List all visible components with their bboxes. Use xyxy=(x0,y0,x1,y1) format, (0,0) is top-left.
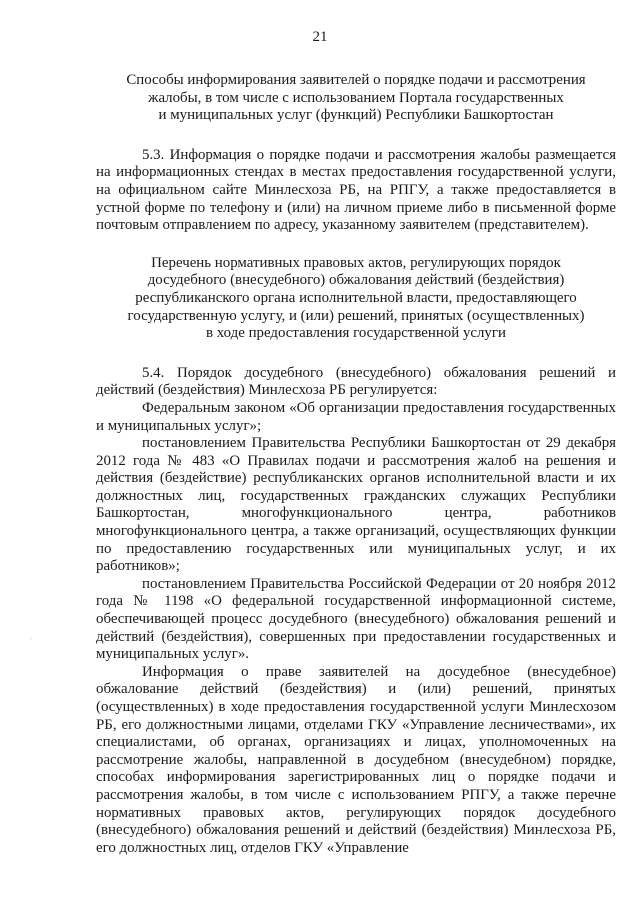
heading-line: досудебного (внесудебного) обжалования действий (бездействия) xyxy=(147,272,565,289)
legal-act-item-rb-resolution-483: постановлением Правительства Республики Башкортостан от 29 декабря 2012 года № 483 «О Правилах подачи и рассмотрения жалоб на решения и действия (бездействие) республиканских органов исполнительной власти и их должностных лиц, государственных гражданских служащих Республики Башкортостан, многофункционального центра, работников многофункционального центра, а также организаций, осуществляющих функции по предоставлению государственных или муниципальных услуг, и их работников»; xyxy=(96,435,616,575)
paragraph-5-3: 5.3. Информация о порядке подачи и рассмотрения жалобы размещается на информационных стендах в местах предоставления государственной услуги, на официальном сайте Минлесхоза РБ, на РПГУ, а также предоставляется в устной форме по телефону и (или) на личном приеме либо в письменной форме почтовым отправлением по адресу, указанному заявителем (представителем). xyxy=(96,146,616,234)
margin-mark: ' xyxy=(30,636,32,646)
legal-act-item-federal-law: Федеральным законом «Об организации предоставления государственных и муниципальных услуг»; xyxy=(96,399,616,434)
paragraph-5-4-intro: 5.4. Порядок досудебного (внесудебного) обжалования решений и действий (бездействия) Минлесхоза РБ регулируется: xyxy=(96,364,616,399)
heading-line: Перечень нормативных правовых актов, регулирующих порядок xyxy=(151,254,561,271)
heading-line: Способы информирования заявителей о порядке подачи и рассмотрения xyxy=(126,72,586,88)
heading-line: государственную услугу, и (или) решений, принятых (осуществленных) xyxy=(127,307,585,324)
heading-line: жалобы, в том числе с использованием Портала государственных xyxy=(148,89,564,106)
page-number: 21 xyxy=(312,29,328,45)
section-heading-legal-acts-list xyxy=(96,255,616,343)
legal-act-item-rf-resolution-1198: постановлением Правительства Российской Федерации от 20 ноября 2012 года № 1198 «О федеральной государственной информационной системе, обеспечивающей процесс досудебного (внесудебного) обжалования решений и действий (бездействия), совершенных при предоставлении государственных и муниципальных услуг». xyxy=(96,575,616,663)
heading-line: республиканского органа исполнительной власти, предоставляющего xyxy=(135,289,577,306)
page-content xyxy=(96,72,616,857)
heading-line: и муниципальных услуг (функций) Республики Башкортостан xyxy=(158,107,554,124)
heading-line: в ходе предоставления государственной услуги xyxy=(206,325,506,342)
paragraph-appeal-rights-info: Информация о праве заявителей на досудебное (внесудебное) обжалование действий (бездействия) и (или) решений, принятых (осуществленных) в ходе предоставления государственной услуги Минлесхозом РБ, его должностными лицами, отделами ГКУ «Управление лесничествами», их специалистами, об органах, организациях и лицах, уполномоченных на рассмотрение жалобы, направленной в досудебном (внесудебном) порядке, способах информирования зарегистрированных лиц о порядке подачи и рассмотрения жалобы, в том числе с использованием РПГУ, а также перечне нормативных правовых актов, регулирующих порядок досудебного (внесудебного) обжалования решений и действий (бездействия) Минлесхоза РБ, его должностных лиц, отделов ГКУ «Управление xyxy=(96,663,616,856)
section-heading-complaint-info-methods xyxy=(96,72,616,125)
